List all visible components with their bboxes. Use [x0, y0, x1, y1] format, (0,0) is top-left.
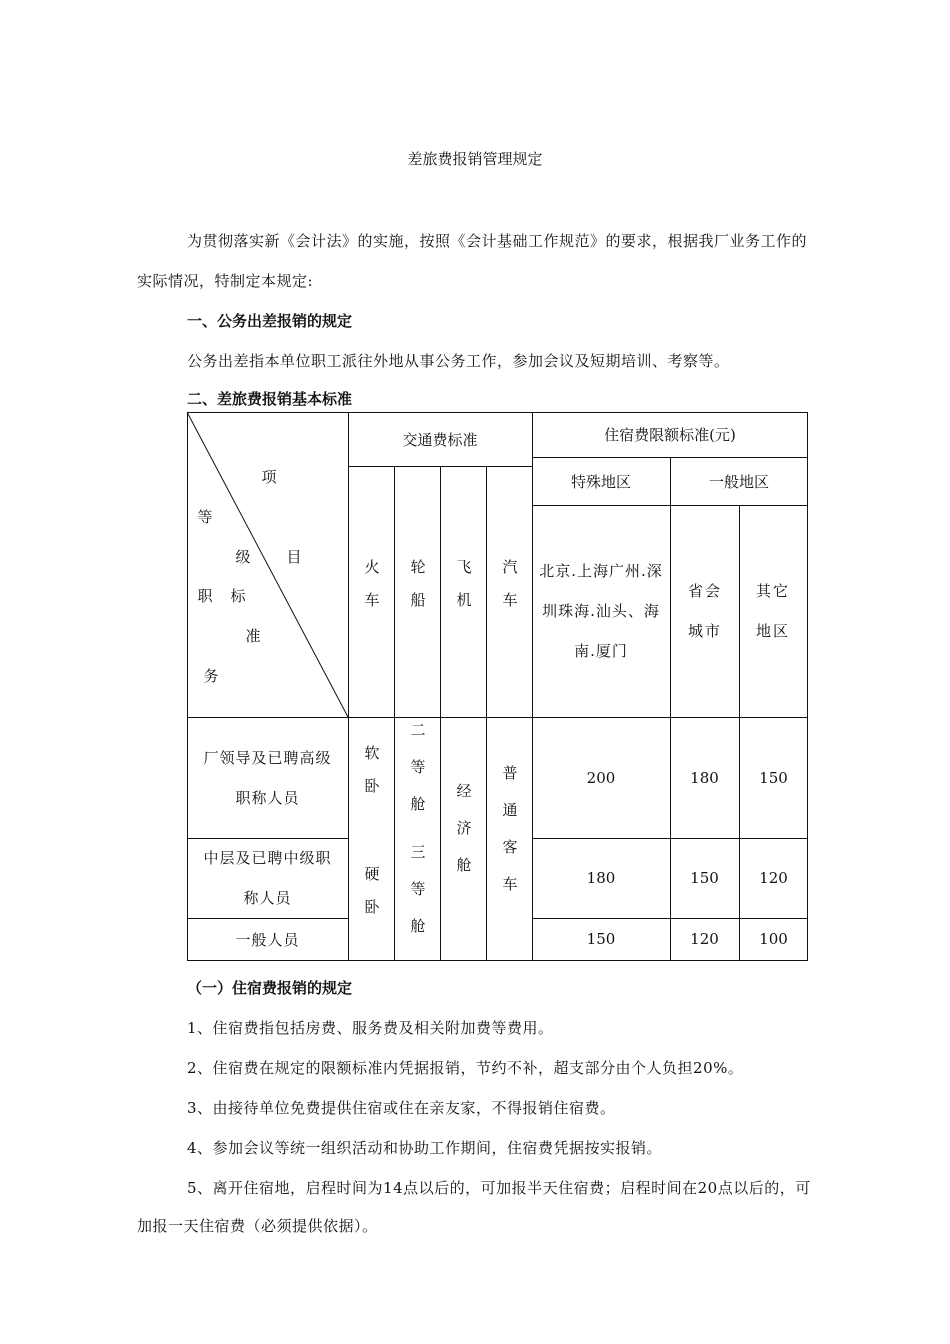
diag-label-zhi: 职 [197, 586, 213, 605]
diag-label-wu: 务 [203, 666, 219, 685]
diag-label-zhun: 准 [245, 626, 261, 645]
other-middle: 120 [759, 869, 788, 887]
special-area-header: 特殊地区 [570, 472, 631, 491]
lodging-rule-2: 2、住宿费在规定的限额标准内凭据报销，节约不补，超支部分由个人负担20%。 [187, 1059, 744, 1077]
lodging-rule-5-line1: 5、离开住宿地，启程时间为14点以后的，可加报半天住宿费；启程时间在20点以后的，可 [187, 1179, 811, 1197]
grade-senior: 厂领导及已聘高级职称人员 [203, 748, 332, 807]
lodging-rule-4: 4、参加会议等统一组织活动和协助工作期间，住宿费凭据按实报销。 [187, 1139, 663, 1157]
section1-body: 公务出差指本单位职工派往外地从事公务工作，参加会议及短期培训、考察等。 [187, 352, 730, 370]
provincial-capital: 省会城市 [687, 582, 722, 640]
diag-label-xiang: 项 [261, 467, 277, 486]
diag-label-mu: 目 [286, 547, 302, 566]
bus-class: 普通客车 [500, 764, 519, 913]
mode-plane: 飞机 [454, 558, 473, 625]
lodging-rule-5-line2: 加报一天住宿费（必须提供依据）。 [137, 1217, 378, 1235]
section2-heading: 二、差旅费报销基本标准 [187, 390, 353, 408]
special-middle: 180 [586, 869, 616, 887]
special-senior: 200 [586, 768, 616, 787]
diag-label-deng: 等 [197, 507, 213, 526]
train-senior: 软卧 [362, 744, 381, 811]
standards-table [187, 412, 808, 961]
diag-label-ji: 级 [235, 547, 251, 566]
grade-general: 一般人员 [235, 930, 300, 949]
special-cities: 北京.上海广州.深圳珠海.汕头、海南.厦门 [539, 562, 663, 660]
mode-ship: 轮船 [408, 558, 427, 625]
other-areas: 其它地区 [755, 582, 790, 640]
section1-heading: 一、公务出差报销的规定 [187, 312, 353, 330]
capital-senior: 180 [690, 768, 719, 787]
capital-middle: 150 [690, 869, 719, 887]
lodging-rule-1: 1、住宿费指包括房费、服务费及相关附加费等费用。 [187, 1019, 554, 1037]
train-middle: 硬卧 [362, 866, 381, 932]
lodging-rule-3: 3、由接待单位免费提供住宿或住在亲友家，不得报销住宿费。 [187, 1099, 616, 1117]
capital-general: 120 [690, 930, 719, 948]
other-senior: 150 [759, 768, 788, 787]
intro-line-2: 实际情况，特制定本规定: [137, 272, 314, 290]
plane-class: 经济舱 [454, 783, 473, 894]
general-area-header: 一般地区 [708, 472, 769, 491]
transport-header: 交通费标准 [402, 430, 478, 449]
mode-bus: 汽车 [500, 558, 519, 625]
special-general: 150 [586, 930, 616, 948]
ship-middle: 三等舱 [408, 843, 427, 955]
intro-line-1: 为贯彻落实新《会计法》的实施，按照《会计基础工作规范》的要求，根据我厂业务工作的 [187, 232, 808, 250]
section3-heading: （一）住宿费报销的规定 [187, 979, 353, 997]
other-general: 100 [759, 930, 788, 948]
lodging-header: 住宿费限额标准(元) [604, 426, 736, 444]
ship-senior: 二等舱 [408, 722, 427, 833]
grade-middle: 中层及已聘中级职称人员 [203, 849, 332, 907]
document-title: 差旅费报销管理规定 [407, 150, 543, 168]
diag-label-biao: 标 [230, 586, 246, 605]
mode-train: 火车 [362, 558, 381, 625]
